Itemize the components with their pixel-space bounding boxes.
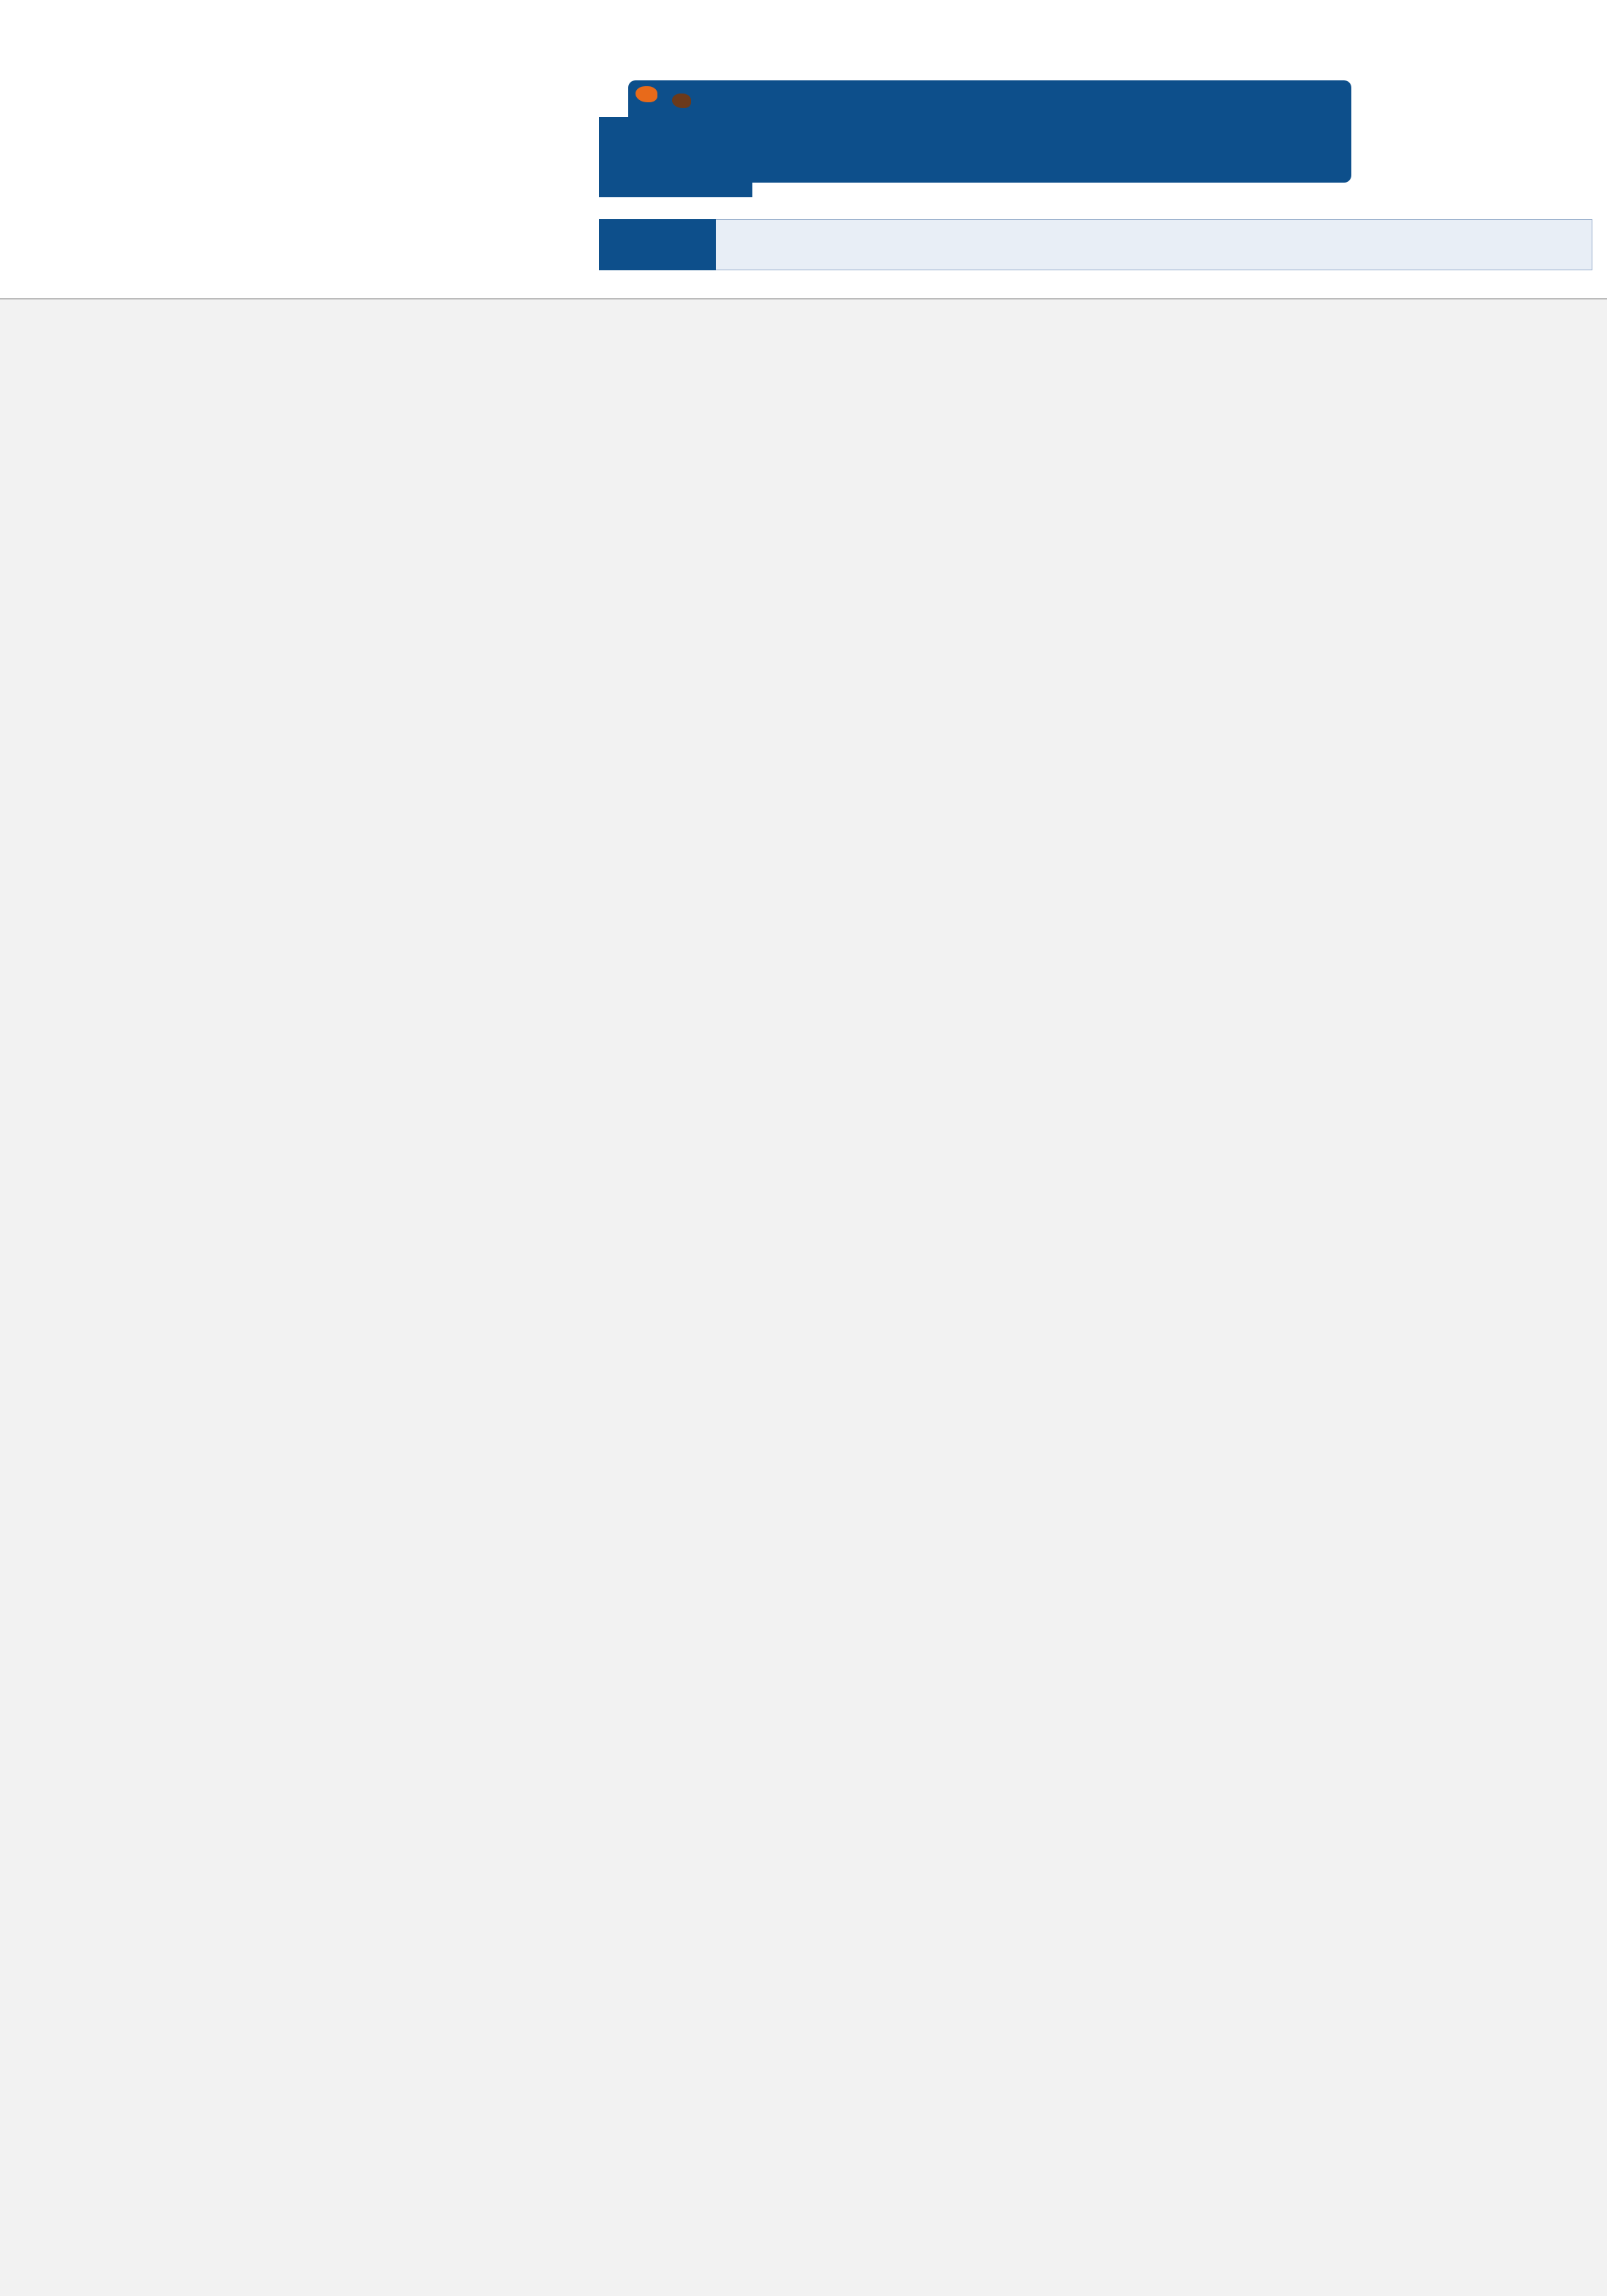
last-page-label [599, 219, 716, 270]
bird-icon [635, 86, 657, 102]
hafez-box [599, 117, 752, 197]
info-strip [599, 219, 1592, 270]
bird-icon [672, 94, 691, 108]
